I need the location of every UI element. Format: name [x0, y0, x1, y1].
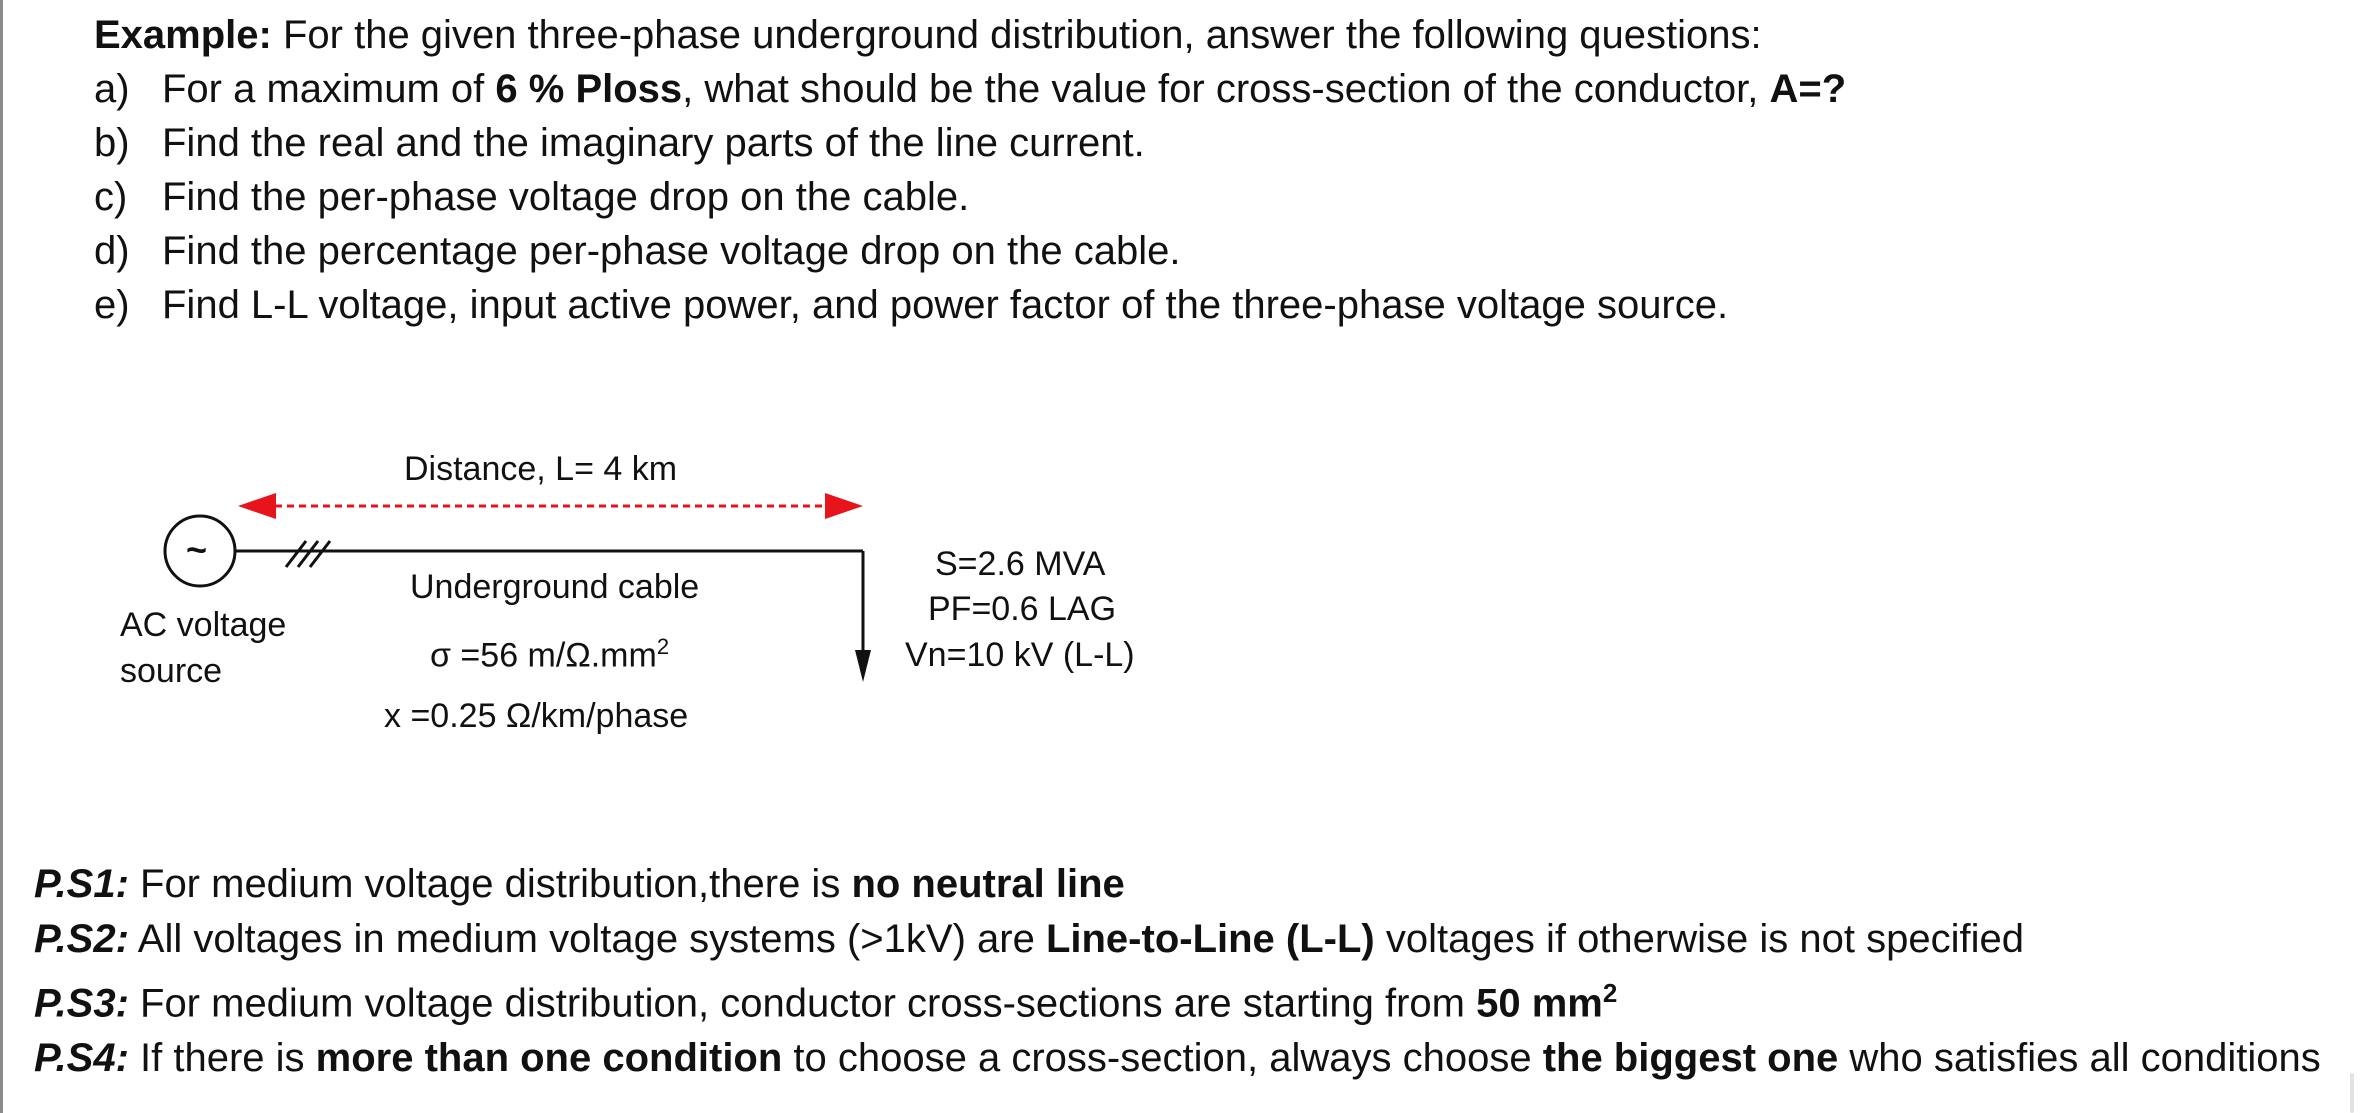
distance-arrowhead-left: [238, 493, 276, 519]
note-ps2-label: P.S2:: [34, 916, 129, 961]
question-e-letter: e): [94, 283, 130, 327]
question-a-text: For a maximum of: [162, 67, 496, 111]
area-emphasis: A=?: [1769, 67, 1847, 111]
note-ps4-text-end: who satisfies all conditions: [1838, 1035, 2321, 1080]
ploss-emphasis: 6 % Ploss: [495, 67, 683, 111]
load-arrowhead: [855, 650, 871, 682]
conductivity-text: σ =56 m/Ω.mm: [430, 636, 657, 675]
note-ps4: [34, 1031, 2321, 1086]
load-apparent-power: S=2.6 MVA: [935, 545, 1106, 583]
note-ps1: [34, 857, 2321, 912]
note-ps1-emphasis: no neutral line: [851, 862, 1125, 906]
note-ps4-label: P.S4:: [34, 1035, 129, 1080]
note-ps2-emphasis: Line-to-Line (L-L): [1045, 916, 1375, 961]
load-nominal-voltage: Vn=10 kV (L-L): [905, 636, 1135, 674]
question-d-letter: d): [94, 229, 130, 273]
note-ps3-text: For medium voltage distribution, conductor cross-sections are starting from: [128, 981, 1477, 1026]
conductivity-label: [430, 627, 669, 675]
question-b-letter: b): [94, 121, 130, 165]
note-ps3-label: P.S3:: [34, 981, 129, 1026]
cable-label: Underground cable: [410, 568, 700, 606]
question-a-text-mid: , what should be the value for cross-section of the conductor,: [682, 67, 1770, 111]
note-ps4-text: If there is: [128, 1035, 316, 1080]
ac-source-symbol: ~: [186, 529, 208, 570]
note-ps3-exponent: 2: [1602, 978, 1618, 1008]
note-ps1-label: P.S1:: [34, 862, 129, 906]
source-label-line2: source: [120, 652, 223, 690]
question-b-text: Find the real and the imaginary parts of the line current.: [162, 121, 1145, 165]
note-ps2-text: All voltages in medium voltage systems (>1kV) are: [128, 916, 1046, 961]
note-ps4-emphasis-2: the biggest one: [1542, 1035, 1839, 1080]
scroll-handle[interactable]: [2350, 1073, 2354, 1113]
note-ps3: [34, 966, 2321, 1031]
note-ps3-emphasis: 50 mm: [1476, 981, 1603, 1026]
note-ps2: [34, 912, 2321, 967]
distance-arrowhead-right: [825, 493, 863, 519]
load-power-factor: PF=0.6 LAG: [928, 590, 1117, 628]
question-e-text: Find L-L voltage, input active power, and power factor of the three-phase voltage source.: [162, 283, 1729, 327]
distance-label: Distance, L= 4 km: [404, 450, 678, 488]
notes-block: [34, 857, 2321, 1085]
note-ps4-text-mid: to choose a cross-section, always choose: [782, 1035, 1543, 1080]
note-ps2-text-end: voltages if otherwise is not specified: [1374, 916, 2024, 961]
note-ps1-text: For medium voltage distribution,there is: [128, 862, 852, 906]
note-ps4-emphasis-1: more than one condition: [315, 1035, 783, 1080]
three-phase-marks: [286, 541, 330, 567]
question-c-letter: c): [94, 175, 128, 219]
source-label-line1: AC voltage: [120, 606, 287, 644]
question-d-text: Find the percentage per-phase voltage drop on the cable.: [162, 229, 1181, 273]
question-a-letter: a): [94, 67, 130, 111]
example-intro: For the given three-phase underground distribution, answer the following questions:: [271, 13, 1762, 57]
example-label: Example:: [94, 13, 272, 57]
conductivity-exponent: 2: [656, 634, 670, 659]
reactance-label: x =0.25 Ω/km/phase: [384, 697, 689, 735]
question-c-text: Find the per-phase voltage drop on the cable.: [162, 175, 970, 219]
